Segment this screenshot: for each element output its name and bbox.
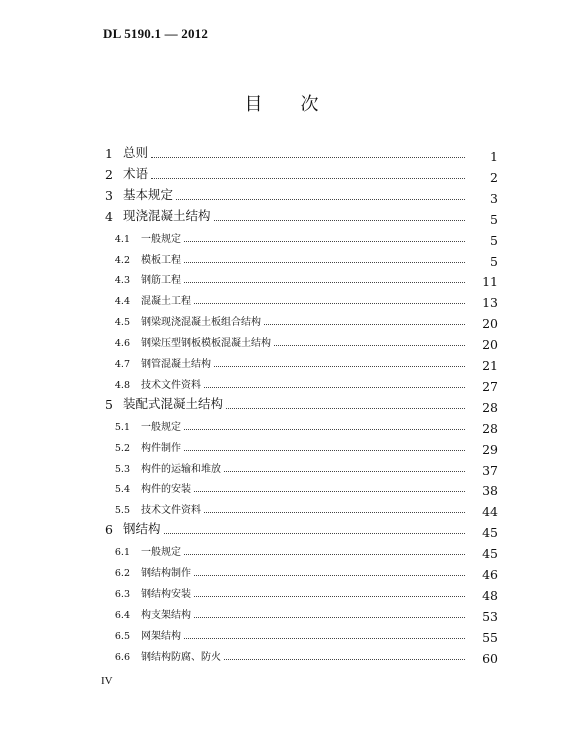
dot-leader: [274, 345, 465, 346]
toc-entry-page: 48: [482, 587, 498, 603]
dot-leader: [194, 596, 465, 597]
toc-entry-page: 5: [490, 211, 498, 227]
toc-entry-number: 4: [105, 208, 113, 224]
toc-entry-label: 一般规定: [141, 547, 181, 559]
toc-entry-number: 5.1: [114, 421, 130, 433]
toc-entry-number: 4.3: [114, 275, 130, 287]
toc-entry-page: 11: [482, 274, 498, 290]
toc-entry[interactable]: [0, 394, 563, 415]
dot-leader: [184, 282, 465, 283]
toc-entry-label: 构支架结构: [141, 609, 191, 621]
toc-entry[interactable]: [0, 248, 563, 269]
toc-entry-label: 一般规定: [141, 421, 181, 433]
page-title: 目次: [244, 94, 357, 115]
toc-entry[interactable]: [0, 436, 563, 457]
toc-entry-page: 5: [490, 232, 498, 248]
dot-leader: [184, 638, 465, 639]
toc-entry-label: 钢结构安装: [141, 588, 191, 600]
toc-entry-number: 5.3: [114, 463, 130, 475]
dot-leader: [214, 220, 465, 221]
toc-entry-page: 55: [482, 629, 498, 645]
dot-leader: [176, 199, 465, 200]
toc-entry-number: 5.4: [114, 484, 130, 496]
toc-entry-label: 构件的安装: [141, 484, 191, 496]
dot-leader: [214, 366, 465, 367]
toc-entry-page: 27: [482, 378, 498, 394]
toc-entry-label: 钢梁现浇混凝土板组合结构: [141, 317, 261, 329]
toc-entry-page: 21: [482, 358, 498, 373]
toc-entry[interactable]: [0, 352, 563, 373]
toc-entry-number: 6.2: [114, 568, 130, 579]
toc-entry[interactable]: [0, 645, 563, 666]
dot-leader: [264, 324, 465, 325]
toc-entry-number: 6.1: [114, 547, 130, 559]
dot-leader: [204, 387, 465, 388]
toc-entry[interactable]: [0, 477, 563, 499]
dot-leader: [194, 303, 465, 304]
toc-entry-page: 38: [482, 483, 498, 499]
toc-entry-page: 28: [482, 399, 498, 415]
toc-entry-number: 3: [105, 187, 113, 203]
toc-entry-page: 60: [482, 650, 498, 666]
toc-entry[interactable]: [0, 185, 563, 206]
toc-entry-number: 2: [105, 166, 113, 182]
dot-leader: [184, 429, 465, 430]
toc-entry-label: 混凝土工程: [141, 296, 191, 308]
toc-entry-page: 20: [482, 316, 498, 332]
toc-entry[interactable]: [0, 268, 563, 290]
toc-entry-page: 53: [482, 608, 498, 624]
toc-entry-page: 45: [482, 525, 498, 541]
toc-entry[interactable]: [0, 373, 563, 394]
toc-entry-number: 5: [105, 396, 113, 412]
toc-entry-number: 4.4: [114, 296, 130, 308]
toc-entry-label: 网架结构: [141, 630, 181, 642]
toc-entry-label: 钢管混凝土结构: [141, 359, 211, 370]
toc-entry-number: 5.2: [114, 442, 130, 454]
dot-leader: [184, 450, 465, 451]
toc-entry-label: 钢筋工程: [141, 275, 181, 287]
toc-entry-label: 基本规定: [123, 186, 174, 202]
toc-entry-page: 45: [482, 546, 498, 562]
toc-entry-page: 3: [490, 190, 498, 206]
dot-leader: [204, 512, 465, 513]
toc-entry-label: 构件制作: [141, 442, 181, 454]
toc-entry-label: 钢结构制作: [141, 568, 191, 579]
toc-entry[interactable]: [0, 582, 563, 603]
toc-entry-page: 5: [490, 253, 498, 269]
toc-entry-label: 技术文件资料: [141, 379, 201, 391]
toc-entry-label: 钢结构防腐、防火: [141, 651, 221, 663]
dot-leader: [184, 554, 465, 555]
page-number: IV: [101, 675, 113, 687]
toc-entry-page: 20: [482, 337, 498, 353]
dot-leader: [151, 157, 465, 158]
dot-leader: [224, 471, 465, 472]
toc-entry[interactable]: [0, 206, 563, 227]
toc-entry-page: 46: [482, 567, 498, 582]
toc-entry-label: 总则: [123, 145, 149, 160]
toc-entry-label: 装配式混凝土结构: [123, 395, 224, 411]
toc-entry[interactable]: [0, 457, 563, 478]
toc-entry[interactable]: [0, 415, 563, 436]
toc-entry[interactable]: [0, 603, 563, 624]
toc-entry-label: 构件的运输和堆放: [141, 463, 221, 475]
toc-entry[interactable]: [0, 498, 563, 520]
toc-entry-page: 13: [482, 295, 498, 311]
toc-entry-number: 4.7: [114, 359, 130, 370]
toc-entry-number: 6.6: [114, 651, 130, 663]
toc-entry[interactable]: [0, 164, 563, 185]
toc-entry[interactable]: [0, 561, 563, 582]
toc-entry[interactable]: [0, 624, 563, 645]
toc-entry-number: 4.5: [114, 317, 130, 329]
toc-entry-label: 术语: [123, 165, 149, 181]
standard-code: DL 5190.1 — 2012: [103, 26, 209, 41]
toc-entry-page: 1: [490, 149, 498, 164]
toc-entry[interactable]: [0, 143, 563, 164]
toc-entry-page: 37: [482, 462, 498, 478]
dot-leader: [184, 262, 465, 263]
dot-leader: [194, 491, 465, 492]
toc-entry[interactable]: [0, 519, 563, 541]
toc-entry-label: 现浇混凝土结构: [123, 207, 211, 223]
dot-leader: [224, 659, 465, 660]
toc-entry-number: 4.6: [114, 338, 130, 350]
toc-entry-page: 28: [482, 420, 498, 436]
dot-leader: [194, 617, 465, 618]
toc-entry[interactable]: [0, 289, 563, 311]
dot-leader: [226, 408, 465, 409]
toc-entry-label: 模板工程: [141, 254, 181, 266]
toc-entry-number: 4.1: [114, 233, 130, 245]
toc-entry-number: 6.3: [114, 588, 130, 600]
toc-entry[interactable]: [0, 331, 563, 353]
toc-entry-number: 1: [105, 146, 113, 161]
toc-entry-number: 6.4: [114, 609, 130, 621]
toc-entry-label: 一般规定: [141, 233, 181, 245]
toc-entry[interactable]: [0, 540, 563, 562]
toc-entry-label: 钢结构: [123, 521, 161, 537]
dot-leader: [194, 575, 465, 576]
toc-entry-number: 5.5: [114, 505, 130, 517]
dot-leader: [151, 178, 465, 179]
toc-entry-number: 6: [105, 522, 113, 538]
toc-entry-page: 2: [490, 169, 498, 185]
dot-leader: [184, 241, 465, 242]
toc-entry-label: 技术文件资料: [141, 505, 201, 517]
toc-entry-number: 6.5: [114, 630, 130, 642]
toc-entry[interactable]: [0, 310, 563, 332]
toc-entry-page: 44: [482, 504, 498, 520]
dot-leader: [164, 533, 465, 534]
toc-entry-number: 4.2: [114, 254, 130, 266]
toc-entry-label: 钢梁压型钢板模板混凝土结构: [141, 338, 271, 350]
toc-entry[interactable]: [0, 227, 563, 248]
toc-entry-page: 29: [482, 441, 498, 457]
toc-entry-number: 4.8: [114, 379, 130, 391]
